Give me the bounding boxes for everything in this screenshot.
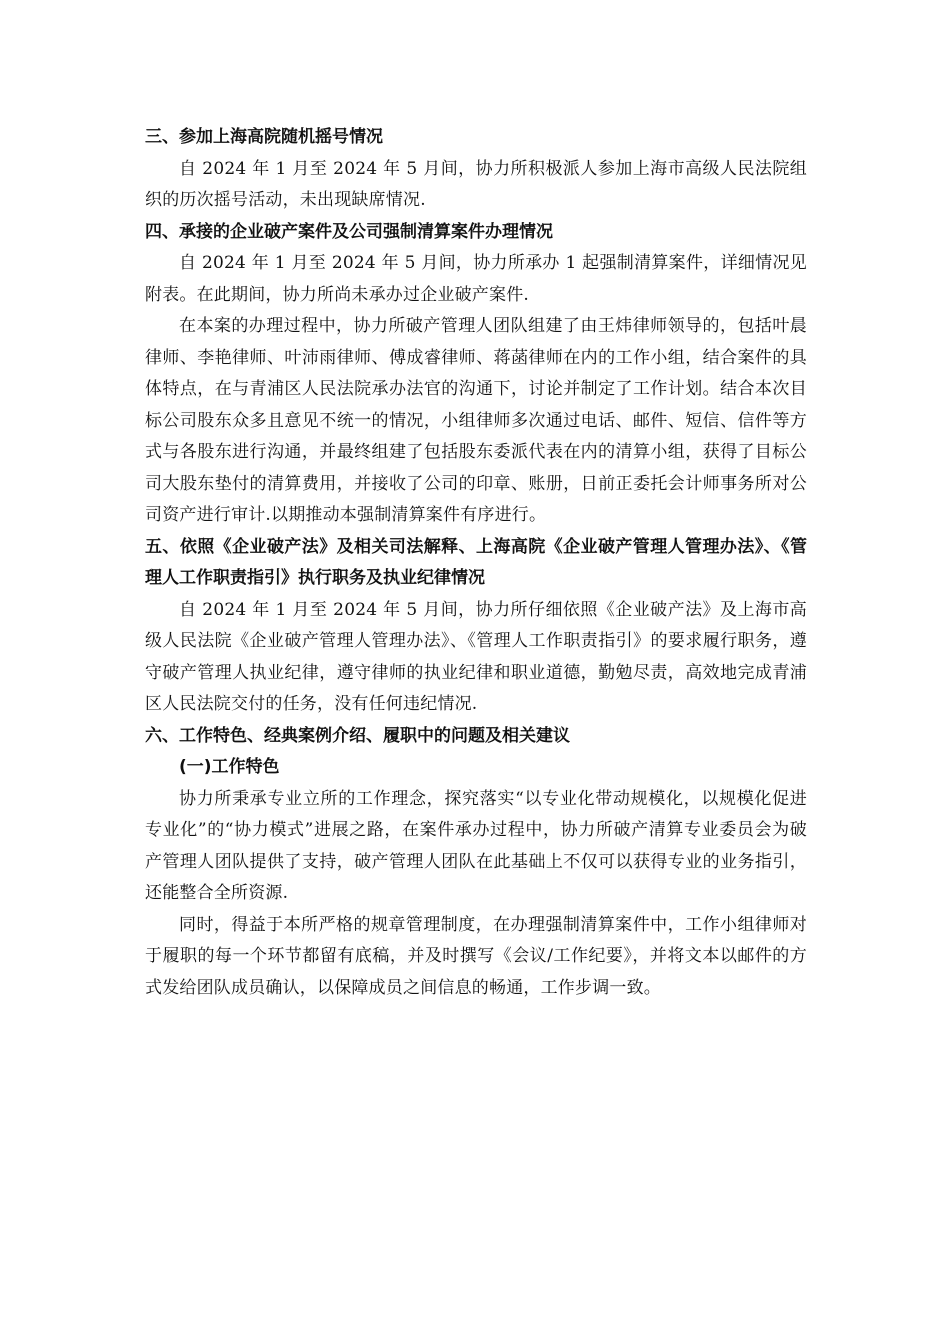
section-6-subheading: (一)工作特色 <box>179 757 280 777</box>
section-heading-5: 五、依照《企业破产法》及相关司法解释、上海高院《企业破产管理人管理办法》、《管理人工作职责指引》执行职务及执业纪律情况 <box>145 536 807 588</box>
section-heading-6: 六、工作特色、经典案例介绍、履职中的问题及相关建议 <box>145 725 570 746</box>
section-6-paragraph-1: 协力所秉承专业立所的工作理念，探究落实“以专业化带动规模化，以规模化促进专业化”的“协力模式”进展之路，在案件承办过程中，协力所破产清算专业委员会为破产管理人团队提供了支持，破产管理人团队在此基础上不仅可以获得专业的业务指引，还能整合全所资源. <box>145 788 807 903</box>
section-4-paragraph-1: 自 2024 年 1 月至 2024 年 5 月间，协力所承办 1 起强制清算案件，详细情况见附表。在此期间，协力所尚未承办过企业破产案件. <box>145 253 807 305</box>
section-4-paragraph-2: 在本案的办理过程中，协力所破产管理人团队组建了由王炜律师领导的，包括叶晨律师、李艳律师、叶沛雨律师、傅成睿律师、蒋菡律师在内的工作小组，结合案件的具体特点，在与青浦区人民法院承办法官的沟通下，讨论并制定了工作计划。结合本次目标公司股东众多且意见不统一的情况，小组律师多次通过电话、邮件、短信、信件等方式与各股东进行沟通，并最终组建了包括股东委派代表在内的清算小组，获得了目标公司大股东垫付的清算费用，并接收了公司的印章、账册，日前正委托会计师事务所对公司资产进行审计.以期推动本强制清算案件有序进行。 <box>145 316 807 525</box>
section-heading-3: 三、参加上海高院随机摇号情况 <box>145 127 383 147</box>
document-body <box>145 122 807 1004</box>
section-6-paragraph-2: 同时，得益于本所严格的规章管理制度，在办理强制清算案件中，工作小组律师对于履职的每一个环节都留有底稿，并及时撰写《会议/工作纪要》，并将文本以邮件的方式发给团队成员确认，以保障成员之间信息的畅通，工作步调一致。 <box>145 914 807 998</box>
section-5-paragraph-1: 自 2024 年 1 月至 2024 年 5 月间，协力所仔细依照《企业破产法》及上海市高级人民法院《企业破产管理人管理办法》、《管理人工作职责指引》的要求履行职务，遵守破产管理人执业纪律，遵守律师的执业纪律和职业道德，勤勉尽责，高效地完成青浦区人民法院交付的任务，没有任何违纪情况. <box>145 599 807 714</box>
section-heading-4: 四、承接的企业破产案件及公司强制清算案件办理情况 <box>145 221 553 242</box>
section-3-paragraph-1: 自 2024 年 1 月至 2024 年 5 月间，协力所积极派人参加上海市高级人民法院组织的历次摇号活动，未出现缺席情况. <box>145 158 807 210</box>
